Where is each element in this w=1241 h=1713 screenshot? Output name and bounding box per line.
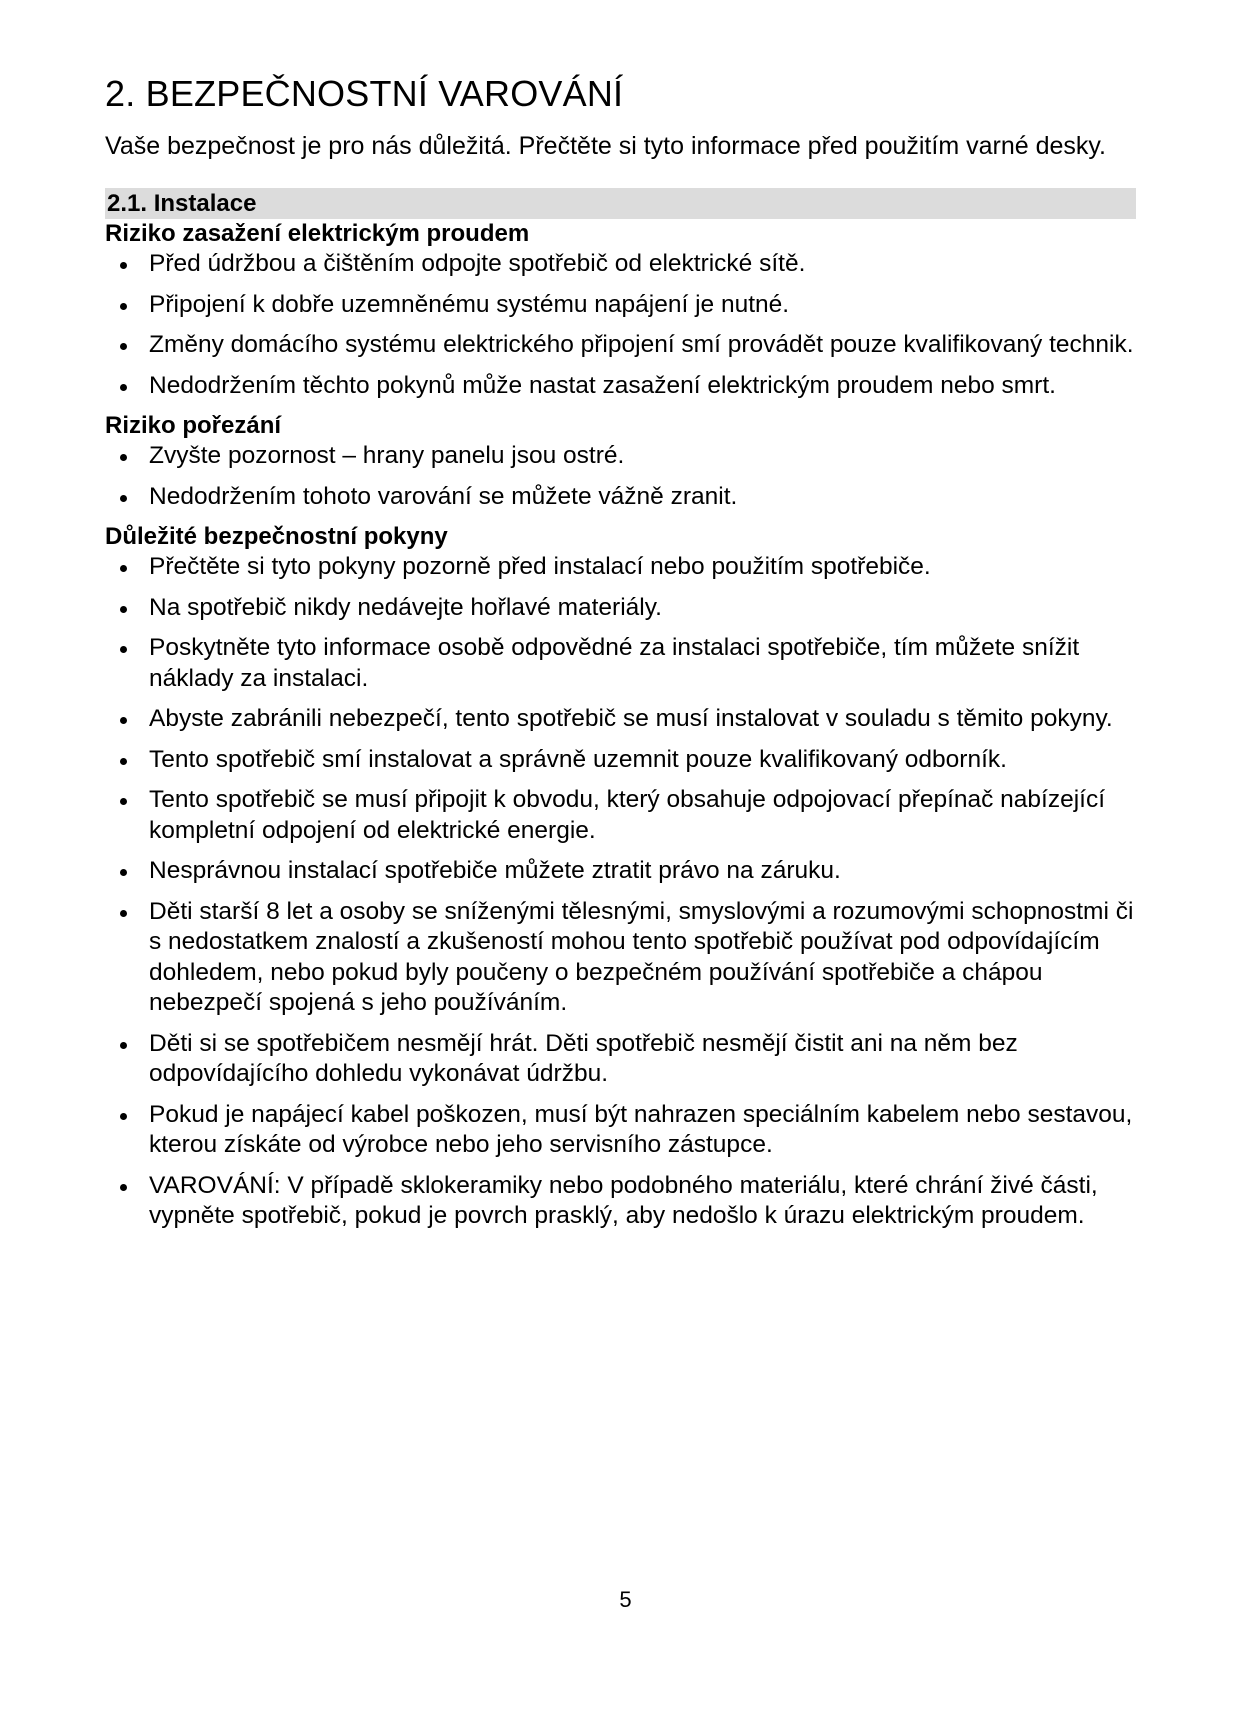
list-item bbox=[105, 1171, 1135, 1232]
list-item-text: Tento spotřebič se musí připojit k obvodu, který obsahuje odpojovací přepínač nabízející kompletní odpojení od elektrické energie. bbox=[149, 786, 1106, 844]
list-item bbox=[105, 1100, 1135, 1161]
list-item-text: Nedodržením těchto pokynů může nastat zasažení elektrickým proudem nebo smrt. bbox=[149, 371, 1056, 399]
list-item bbox=[105, 552, 1135, 583]
bullet-icon bbox=[120, 1184, 127, 1191]
bullet-icon bbox=[120, 262, 127, 269]
list-item-text: Pokud je napájecí kabel poškozen, musí být nahrazen speciálním kabelem nebo sestavou, kterou získáte od výrobce nebo jeho servisního zástupce. bbox=[149, 1100, 1133, 1158]
page-number: 5 bbox=[619, 1587, 632, 1612]
list-item-text: Zvyšte pozornost – hrany panelu jsou ostré. bbox=[149, 442, 625, 469]
list-item bbox=[105, 290, 1135, 321]
bullet-list-electric-shock bbox=[105, 249, 1135, 401]
bullet-icon bbox=[120, 384, 127, 391]
bullet-icon bbox=[120, 646, 127, 653]
bullet-list-important-instructions bbox=[105, 552, 1135, 1232]
bullet-icon bbox=[120, 910, 127, 917]
subheading-important-instructions: Důležité bezpečnostní pokyny bbox=[105, 523, 448, 550]
bullet-icon bbox=[120, 495, 127, 502]
list-item-text: Přečtěte si tyto pokyny pozorně před instalací nebo použitím spotřebiče. bbox=[149, 553, 931, 580]
list-item bbox=[105, 249, 1135, 280]
list-item bbox=[105, 1029, 1135, 1090]
bullet-icon bbox=[120, 454, 127, 461]
list-item bbox=[105, 482, 1135, 513]
bullet-icon bbox=[120, 869, 127, 876]
subheading-electric-shock: Riziko zasažení elektrickým proudem bbox=[105, 220, 530, 247]
list-item bbox=[105, 371, 1135, 402]
bullet-icon bbox=[120, 1042, 127, 1049]
intro-paragraph: Vaše bezpečnost je pro nás důležitá. Přečtěte si tyto informace před použitím varné desky. bbox=[105, 132, 1106, 160]
list-item bbox=[105, 704, 1135, 735]
list-item-text: Abyste zabránili nebezpečí, tento spotřebič se musí instalovat v souladu s těmito pokyny. bbox=[149, 705, 1113, 732]
list-item-text: Poskytněte tyto informace osobě odpovědné za instalaci spotřebiče, tím můžete snížit náklady za instalaci. bbox=[149, 634, 1080, 692]
bullet-icon bbox=[120, 606, 127, 613]
list-item bbox=[105, 633, 1135, 694]
list-item-text: VAROVÁNÍ: V případě sklokeramiky nebo podobného materiálu, které chrání živé části, vypněte spotřebič, pokud je povrch prasklý, aby nedošlo k úrazu elektrickým proudem. bbox=[149, 1171, 1098, 1229]
page-title: 2. BEZPEČNOSTNÍ VAROVÁNÍ bbox=[105, 73, 624, 114]
list-item-text: Děti si se spotřebičem nesmějí hrát. Děti spotřebič nesmějí čistit ani na něm bez odpovídajícího dohledu vykonávat údržbu. bbox=[149, 1029, 1018, 1087]
bullet-icon bbox=[120, 565, 127, 572]
list-item-text: Tento spotřebič smí instalovat a správně uzemnit pouze kvalifikovaný odborník. bbox=[149, 745, 1007, 773]
bullet-icon bbox=[120, 798, 127, 805]
list-item bbox=[105, 856, 1135, 887]
bullet-icon bbox=[120, 758, 127, 765]
bullet-icon bbox=[120, 1113, 127, 1120]
section-heading-instalace: 2.1. Instalace bbox=[105, 188, 1136, 219]
bullet-icon bbox=[120, 343, 127, 350]
list-item bbox=[105, 330, 1135, 361]
bullet-list-cut-risk bbox=[105, 441, 1135, 512]
list-item bbox=[105, 897, 1135, 1019]
list-item-text: Změny domácího systému elektrického připojení smí provádět pouze kvalifikovaný technik. bbox=[149, 331, 1134, 358]
page-content bbox=[105, 72, 1135, 1242]
list-item-text: Před údržbou a čištěním odpojte spotřebič od elektrické sítě. bbox=[149, 250, 806, 277]
list-item-text: Připojení k dobře uzemněnému systému napájení je nutné. bbox=[149, 290, 790, 318]
bullet-icon bbox=[120, 717, 127, 724]
subheading-cut-risk: Riziko pořezání bbox=[105, 412, 282, 439]
list-item-text: Děti starší 8 let a osoby se sníženými tělesnými, smyslovými a rozumovými schopnostmi či s nedostatkem znalostí a zkušeností mohou tento spotřebič používat pod odpovídajícím dohledem, nebo pokud byly poučeny o bezpečném používání spotřebiče a chápou nebezpečí spojená s jeho používáním. bbox=[149, 897, 1134, 1016]
list-item-text: Nedodržením tohoto varování se můžete vážně zranit. bbox=[149, 482, 738, 510]
list-item bbox=[105, 785, 1135, 846]
list-item bbox=[105, 593, 1135, 624]
list-item bbox=[105, 441, 1135, 472]
list-item-text: Nesprávnou instalací spotřebiče můžete ztratit právo na záruku. bbox=[149, 857, 841, 884]
list-item bbox=[105, 745, 1135, 776]
bullet-icon bbox=[120, 303, 127, 310]
list-item-text: Na spotřebič nikdy nedávejte hořlavé materiály. bbox=[149, 593, 662, 621]
